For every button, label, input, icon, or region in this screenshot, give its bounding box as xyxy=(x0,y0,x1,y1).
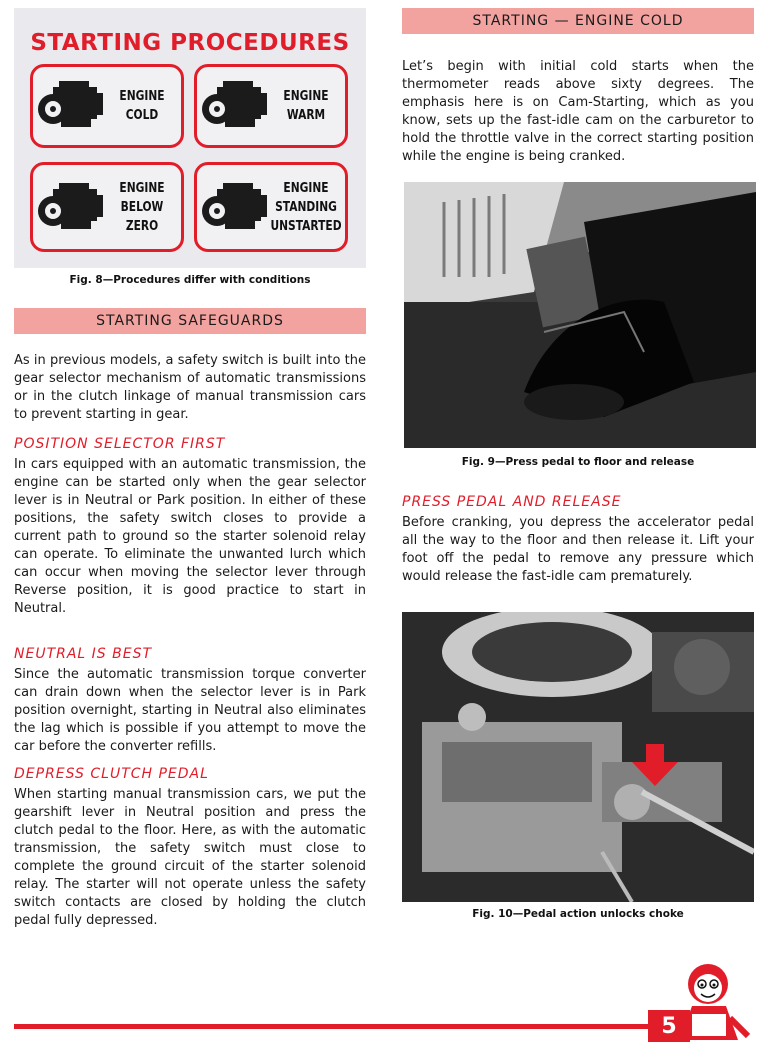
paragraph-position-selector-first: In cars equipped with an automatic transmission, the engine can be started only when the gear selector lever is in Neutral or Park position. In either of these positions, the safety switch closes to provide a current path to ground so the starter solenoid relay can operate. To eliminate the unwanted lurch which can occur when moving the selector lever through Reverse position, it is good practice to start in Neutral. xyxy=(14,457,366,616)
page-number: 5 xyxy=(648,1010,690,1042)
engine-icon xyxy=(37,181,107,237)
paragraph-neutral-is-best: Since the automatic transmission torque converter can drain down when the selector lever is in Park position overnight, starting in Neutral also eliminates the lag which is possible if you attempt to move the car before the converter refills. xyxy=(14,667,366,754)
procedure-box-engine-warm xyxy=(194,64,348,148)
engine-icon xyxy=(37,79,107,135)
safeguards-intro: As in previous models, a safety switch is built into the gear selector mechanism of automatic transmissions or in the clutch linkage of manual transmission cars to prevent starting in gear. xyxy=(14,353,366,422)
engine-icon xyxy=(201,181,271,237)
procedure-box-engine-standing-unstarted xyxy=(194,162,348,252)
section-heading-starting-safeguards: STARTING SAFEGUARDS xyxy=(14,308,366,334)
paragraph-depress-clutch-pedal: When starting manual transmission cars, we put the gearshift lever in Neutral position and press the clutch pedal to the floor. Here, as with the automatic transmission, the safety switch must close to complete the ground circuit of the starter solenoid relay. The starter will not operate unless the safety switch contacts are closed by holding the clutch pedal fully depressed. xyxy=(14,787,366,928)
fig8-illustration xyxy=(14,8,366,268)
engine-cold-intro: Let’s begin with initial cold starts when the thermometer reads above sixty degrees. The emphasis here is on Cam-Starting, which as you know, sets up the fast-idle cam on the carburetor to hold the throttle valve in the correct starting position while the engine is being cranked. xyxy=(402,59,754,164)
fig9-caption: Fig. 9—Press pedal to floor and release xyxy=(461,456,695,468)
footer-rule xyxy=(14,1024,648,1029)
paragraph-press-pedal-and-release: Before cranking, you depress the accelerator pedal all the way to the floor and then release it. Lift your foot off the pedal to remove any pressure which would release the fast-idle cam prematurely. xyxy=(402,515,754,584)
subhead-position-selector-first: POSITION SELECTOR FIRST xyxy=(14,436,226,452)
procedure-box-engine-cold xyxy=(30,64,184,148)
section-heading-engine-cold: STARTING — ENGINE COLD xyxy=(402,8,754,34)
subhead-neutral-is-best: NEUTRAL IS BEST xyxy=(14,646,153,662)
fig10-caption: Fig. 10—Pedal action unlocks choke xyxy=(472,908,684,920)
fig10-photo-carburetor xyxy=(402,612,754,902)
subhead-press-pedal-and-release: PRESS PEDAL AND RELEASE xyxy=(402,494,622,510)
fig8-title: STARTING PROCEDURES xyxy=(30,30,350,56)
procedure-label: ENGINE BELOW ZERO xyxy=(119,180,165,234)
fig9-photo-foot-on-pedal xyxy=(404,182,756,448)
subhead-depress-clutch-pedal: DEPRESS CLUTCH PEDAL xyxy=(14,766,209,782)
procedure-label: ENGINE WARM xyxy=(283,89,329,123)
engine-icon xyxy=(201,79,271,135)
procedure-box-engine-below-zero xyxy=(30,162,184,252)
fig8-caption: Fig. 8—Procedures differ with conditions xyxy=(69,274,311,286)
procedure-label: ENGINE COLD xyxy=(119,89,165,123)
procedure-label: ENGINE STANDING UNSTARTED xyxy=(270,180,342,234)
